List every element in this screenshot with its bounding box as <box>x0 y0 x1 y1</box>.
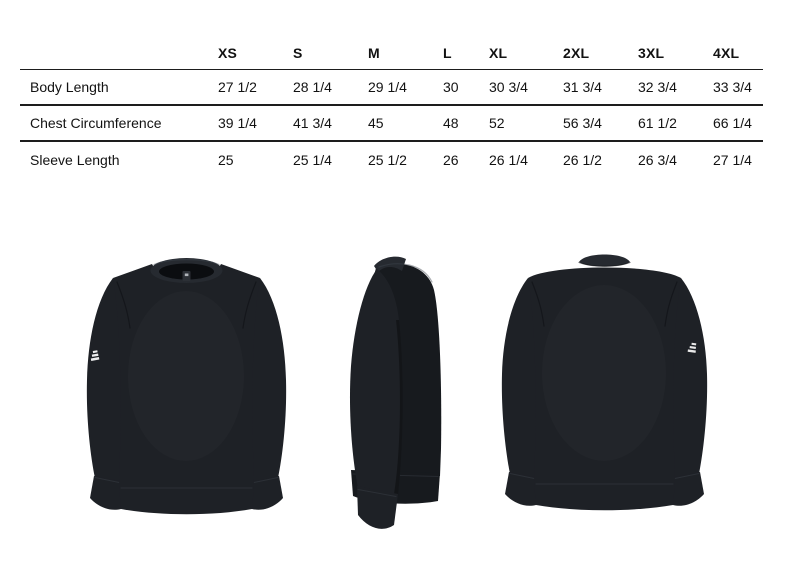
size-value-cell: 26 1/2 <box>563 151 602 168</box>
size-column-header-s: S <box>293 42 368 69</box>
back-waistband <box>534 481 675 510</box>
size-value-cell: 26 1/4 <box>489 151 528 168</box>
back-view-sweatshirt <box>497 248 712 514</box>
size-value-cell: 41 3/4 <box>293 105 368 141</box>
front-view-sweatshirt <box>84 256 289 518</box>
front-waistband <box>119 485 254 514</box>
size-column-header-3xl: 3XL <box>638 42 713 69</box>
size-column-header-xs: XS <box>218 42 293 69</box>
size-value-cell: 29 1/4 <box>368 69 443 105</box>
back-collar <box>579 255 630 267</box>
size-value-cell: 25 <box>218 151 234 168</box>
size-value-cell: 26 3/4 <box>638 151 677 168</box>
table-row-chest-circumference <box>20 105 763 141</box>
front-torso <box>113 264 260 486</box>
size-column-header-xl: XL <box>489 42 563 69</box>
size-value-cell: 61 1/2 <box>638 105 713 141</box>
size-value-cell: 45 <box>368 105 443 141</box>
size-column-header-2xl: 2XL <box>563 42 638 69</box>
size-column-header-4xl: 4XL <box>713 42 763 69</box>
size-value-cell: 56 3/4 <box>563 105 638 141</box>
size-value-cell: 33 3/4 <box>713 69 763 105</box>
product-photo-front <box>84 256 289 518</box>
table-row-sleeve-length <box>20 141 763 177</box>
size-value-cell: 27 1/4 <box>713 151 752 168</box>
size-chart-table <box>20 42 763 177</box>
product-photo-side <box>341 254 456 538</box>
size-value-cell: 66 1/4 <box>713 105 763 141</box>
back-torso <box>528 268 681 483</box>
front-collar <box>151 258 223 283</box>
size-value-cell: 48 <box>443 105 489 141</box>
size-value-cell: 30 <box>443 69 489 105</box>
size-value-cell: 27 1/2 <box>218 69 293 105</box>
size-value-cell: 25 1/4 <box>293 151 332 168</box>
size-value-cell: 39 1/4 <box>218 105 293 141</box>
size-value-cell: 31 3/4 <box>563 69 638 105</box>
size-value-cell: 32 3/4 <box>638 69 713 105</box>
measurement-label: Sleeve Length <box>30 151 120 168</box>
size-value-cell: 25 1/2 <box>368 151 407 168</box>
side-view-sweatshirt <box>341 254 456 538</box>
size-value-cell: 30 3/4 <box>489 69 563 105</box>
size-value-cell: 26 <box>443 151 459 168</box>
size-value-cell: 28 1/4 <box>293 69 368 105</box>
measurement-column-header <box>20 42 218 69</box>
product-photo-back <box>497 248 712 514</box>
table-row-body-length <box>20 69 763 105</box>
size-header-row <box>20 42 763 69</box>
size-column-header-m: M <box>368 42 443 69</box>
measurement-label: Chest Circumference <box>20 105 218 141</box>
size-column-header-l: L <box>443 42 489 69</box>
measurement-label: Body Length <box>20 69 218 105</box>
size-value-cell: 52 <box>489 105 563 141</box>
